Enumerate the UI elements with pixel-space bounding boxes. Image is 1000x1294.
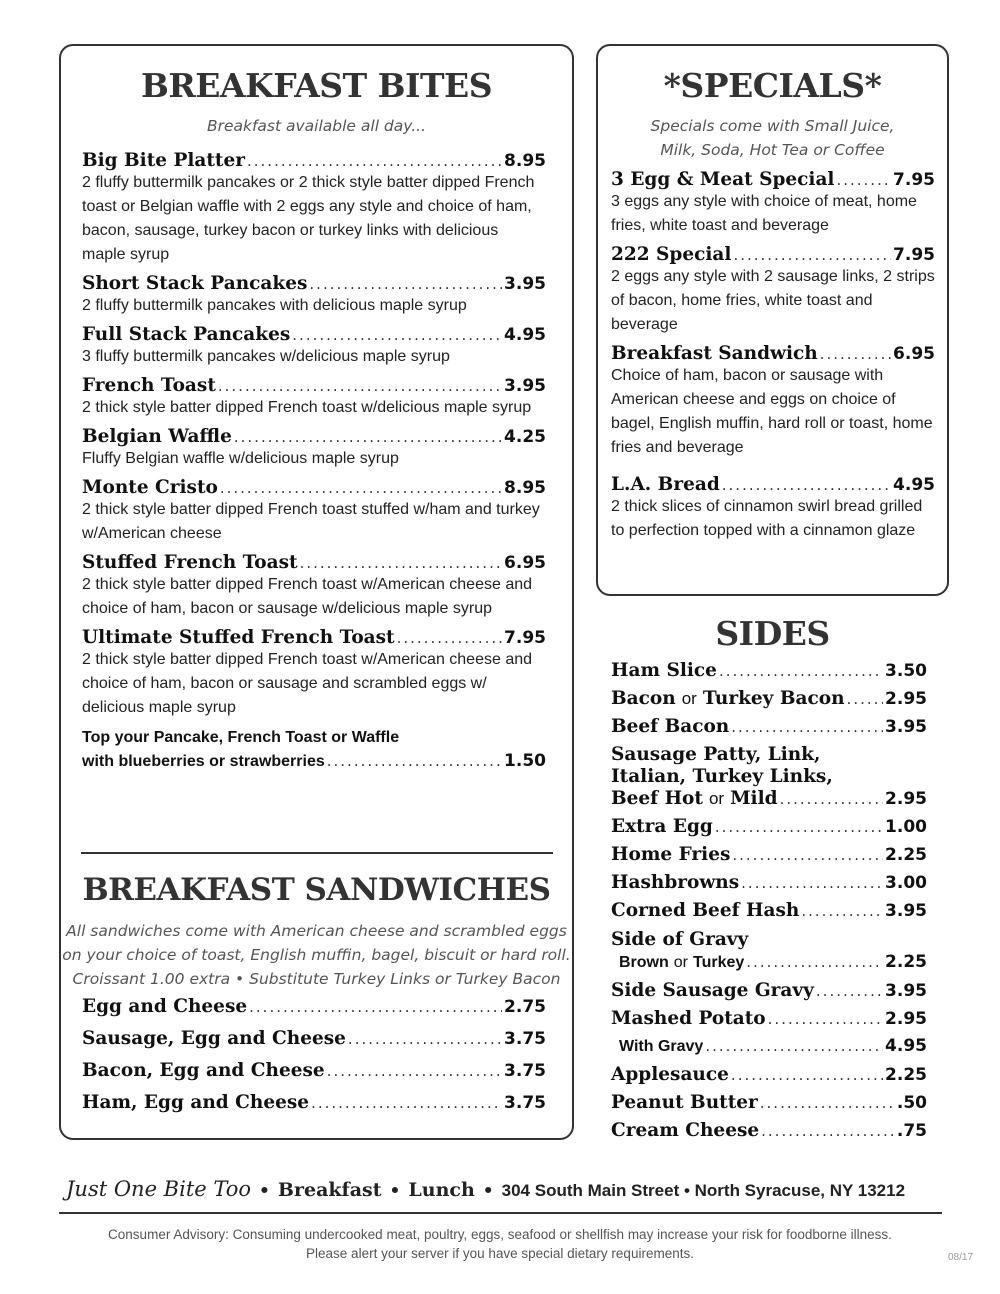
print-code: 08/17 — [948, 1252, 974, 1263]
item-name: Short Stack Pancakes — [82, 273, 308, 294]
item-name: 3 Egg & Meat Special — [611, 169, 835, 190]
item-price: 2.25 — [885, 845, 927, 865]
menu-item — [82, 150, 546, 267]
menu-item — [82, 324, 546, 369]
specials-subtitle-1: Specials come with Small Juice, — [650, 117, 895, 135]
menu-item — [611, 343, 935, 460]
item-description: 2 thick style batter dipped French toast w/delicious maple syrup — [82, 399, 532, 416]
item-description: 2 thick slices of cinnamon swirl bread grilled to perfection topped with a cinnamon glaze — [611, 498, 923, 539]
sandwiches-subtitle-3: Croissant 1.00 extra • Substitute Turkey Links or Turkey Bacon — [72, 970, 561, 988]
side-item — [611, 716, 927, 744]
topping-line-2: with blueberries or strawberries — [82, 753, 325, 770]
item-name: Bacon, Egg and Cheese — [82, 1060, 325, 1081]
bullet: • — [259, 1181, 270, 1201]
breakfast-bites-subtitle: Breakfast available all day... — [206, 117, 427, 135]
brand-name: Just One Bite Too — [66, 1177, 252, 1201]
item-price: 4.95 — [893, 475, 935, 495]
item-description: Fluffy Belgian waffle w/delicious maple syrup — [82, 450, 399, 467]
item-price: 2.25 — [885, 1065, 927, 1085]
menu-item — [82, 552, 546, 621]
item-name-line-2: Italian, Turkey Links, — [611, 766, 833, 787]
menu-item — [82, 1060, 546, 1092]
side-item — [611, 980, 927, 1008]
topping-price: 1.50 — [504, 751, 546, 771]
item-name: Bacon — [611, 688, 676, 709]
item-name: Hashbrowns — [611, 872, 740, 893]
footer-breakfast: Breakfast — [277, 1179, 382, 1201]
item-price: 7.95 — [893, 245, 935, 265]
side-item — [611, 900, 927, 928]
item-price: 2.75 — [504, 997, 546, 1017]
item-description: Choice of ham, bacon or sausage with American cheese and eggs on choice of bagel, English muffin, hard roll or toast, home fries and beverage — [611, 367, 933, 456]
sandwiches-subtitle-2: on your choice of toast, English muffin, bagel, biscuit or hard roll. — [62, 946, 571, 964]
item-description: 3 fluffy buttermilk pancakes w/delicious maple syrup — [82, 348, 450, 365]
item-name: Stuffed French Toast — [82, 552, 298, 573]
menu-item — [611, 474, 935, 543]
item-price: 6.95 — [504, 553, 546, 573]
side-item — [611, 1064, 927, 1092]
item-name: Peanut Butter — [611, 1092, 758, 1113]
menu-item — [82, 1092, 546, 1124]
item-price: 1.00 — [885, 817, 927, 837]
side-item — [611, 660, 927, 688]
side-item — [611, 1036, 927, 1064]
item-name: Egg and Cheese — [82, 996, 248, 1017]
item-price: 3.95 — [885, 901, 927, 921]
item-price: 7.95 — [504, 628, 546, 648]
menu-item — [82, 426, 546, 471]
item-name: Side of Gravy — [611, 929, 749, 950]
item-name: Applesauce — [611, 1064, 729, 1085]
or-text: or — [681, 689, 697, 708]
menu-item — [82, 627, 546, 720]
footer-lunch: Lunch — [408, 1179, 475, 1201]
item-name: Full Stack Pancakes — [82, 324, 291, 345]
item-price: .75 — [896, 1121, 927, 1141]
item-name-line-1: Sausage Patty, Link, — [611, 744, 821, 765]
item-name: Breakfast Sandwich — [611, 343, 818, 364]
item-price: 7.95 — [893, 170, 935, 190]
side-item — [611, 688, 927, 716]
specials-list — [611, 169, 935, 549]
section-divider — [81, 852, 553, 854]
breakfast-sandwiches-title: BREAKFAST SANDWICHES — [82, 872, 551, 908]
footer-address: 304 South Main Street • North Syracuse, NY 13212 — [501, 1181, 906, 1200]
breakfast-bites-panel — [59, 44, 574, 1140]
menu-item — [82, 477, 546, 546]
menu-item — [82, 273, 546, 318]
sides-title: SIDES — [715, 614, 830, 653]
item-name: Cream Cheese — [611, 1120, 760, 1141]
item-name: Home Fries — [611, 844, 731, 865]
item-price: 3.75 — [504, 1029, 546, 1049]
item-name: Turkey — [693, 954, 745, 971]
advisory-line-1: Consumer Advisory: Consuming undercooked meat, poultry, eggs, seafood or shellfish may increase your risk for foodborne illness. — [108, 1227, 892, 1242]
item-price: 4.25 — [504, 427, 546, 447]
item-price: 2.95 — [885, 789, 927, 809]
menu-item — [82, 1028, 546, 1060]
sandwiches-list — [82, 996, 546, 1124]
item-description: 3 eggs any style with choice of meat, home fries, white toast and beverage — [611, 193, 917, 234]
side-item — [611, 844, 927, 872]
item-name: L.A. Bread — [611, 474, 720, 495]
advisory-line-2: Please alert your server if you have special dietary requirements. — [306, 1246, 694, 1261]
item-name: Big Bite Platter — [82, 150, 245, 171]
item-description: 2 thick style batter dipped French toast w/American cheese and choice of ham, bacon or sausage w/delicious maple syrup — [82, 576, 533, 617]
menu-item — [611, 244, 935, 337]
footer-line — [66, 1177, 934, 1201]
item-name: Brown — [619, 954, 669, 971]
item-description: 2 thick style batter dipped French toast w/American cheese and choice of ham, bacon or sausage and scrambled eggs w/ delicious maple syrup — [82, 651, 533, 716]
or-text: or — [708, 789, 725, 808]
specials-title: *SPECIALS* — [663, 66, 882, 105]
bullet: • — [389, 1181, 401, 1201]
item-price: 3.00 — [885, 873, 927, 893]
bullet: • — [482, 1181, 494, 1201]
breakfast-bites-title: BREAKFAST BITES — [140, 66, 493, 105]
item-name: Ham Slice — [611, 660, 717, 681]
item-name: Extra Egg — [611, 816, 713, 837]
item-price: 4.95 — [885, 1036, 927, 1056]
item-description: 2 fluffy buttermilk pancakes with delicious maple syrup — [82, 297, 467, 314]
item-price: 3.95 — [504, 274, 546, 294]
item-name: Turkey Bacon — [702, 688, 845, 709]
item-price: 3.95 — [885, 981, 927, 1001]
item-price: 3.75 — [504, 1093, 546, 1113]
topping-line-1: Top your Pancake, French Toast or Waffle — [82, 729, 400, 746]
item-name: Beef Hot — [611, 788, 703, 809]
item-name: Side Sausage Gravy — [611, 980, 814, 1001]
item-price: 3.75 — [504, 1061, 546, 1081]
menu-item — [82, 375, 546, 420]
item-name: Monte Cristo — [82, 477, 218, 498]
item-description: 2 fluffy buttermilk pancakes or 2 thick style batter dipped French toast or Belgian waffle with 2 eggs any style and choice of ham, bacon, sausage, turkey bacon or turkey links with delicious maple syrup — [82, 174, 535, 263]
item-name: French Toast — [82, 375, 216, 396]
or-text: or — [673, 954, 689, 971]
side-item — [611, 872, 927, 900]
sandwiches-subtitle-1: All sandwiches come with American cheese and scrambled eggs — [66, 922, 567, 940]
item-name: Ham, Egg and Cheese — [82, 1092, 310, 1113]
item-name: Ultimate Stuffed French Toast — [82, 627, 395, 648]
specials-subtitle-2: Milk, Soda, Hot Tea or Coffee — [660, 141, 885, 159]
topping-note — [82, 726, 546, 774]
consumer-advisory — [0, 1225, 1000, 1263]
item-price: 3.95 — [885, 717, 927, 737]
item-name: Mild — [730, 788, 778, 809]
item-name: Corned Beef Hash — [611, 900, 800, 921]
item-price: .50 — [896, 1093, 927, 1113]
item-price: 6.95 — [893, 344, 935, 364]
side-item-sausage — [611, 744, 927, 816]
item-price: 2.25 — [885, 952, 927, 972]
side-item-gravy — [611, 928, 927, 980]
item-name: Sausage, Egg and Cheese — [82, 1028, 346, 1049]
side-item — [611, 1092, 927, 1120]
side-item — [611, 816, 927, 844]
item-price: 4.95 — [504, 325, 546, 345]
sides-list — [611, 660, 927, 1148]
item-price: 8.95 — [504, 151, 546, 171]
item-description: 2 eggs any style with 2 sausage links, 2 strips of bacon, home fries, white toast and beverage — [611, 268, 935, 333]
item-name: With Gravy — [619, 1038, 704, 1055]
item-name: 222 Special — [611, 244, 732, 265]
item-price: 3.50 — [885, 661, 927, 681]
menu-item — [82, 996, 546, 1028]
item-price: 2.95 — [885, 1009, 927, 1029]
side-item — [611, 1120, 927, 1148]
item-price: 3.95 — [504, 376, 546, 396]
item-price: 8.95 — [504, 478, 546, 498]
specials-panel — [596, 44, 949, 596]
item-price: 2.95 — [885, 689, 927, 709]
item-name: Belgian Waffle — [82, 426, 232, 447]
item-description: 2 thick style batter dipped French toast stuffed w/ham and turkey w/American cheese — [82, 501, 540, 542]
menu-item — [611, 169, 935, 238]
item-name: Mashed Potato — [611, 1008, 766, 1029]
footer-divider — [59, 1212, 942, 1214]
side-item — [611, 1008, 927, 1036]
breakfast-bites-list — [82, 150, 546, 780]
item-name: Beef Bacon — [611, 716, 730, 737]
